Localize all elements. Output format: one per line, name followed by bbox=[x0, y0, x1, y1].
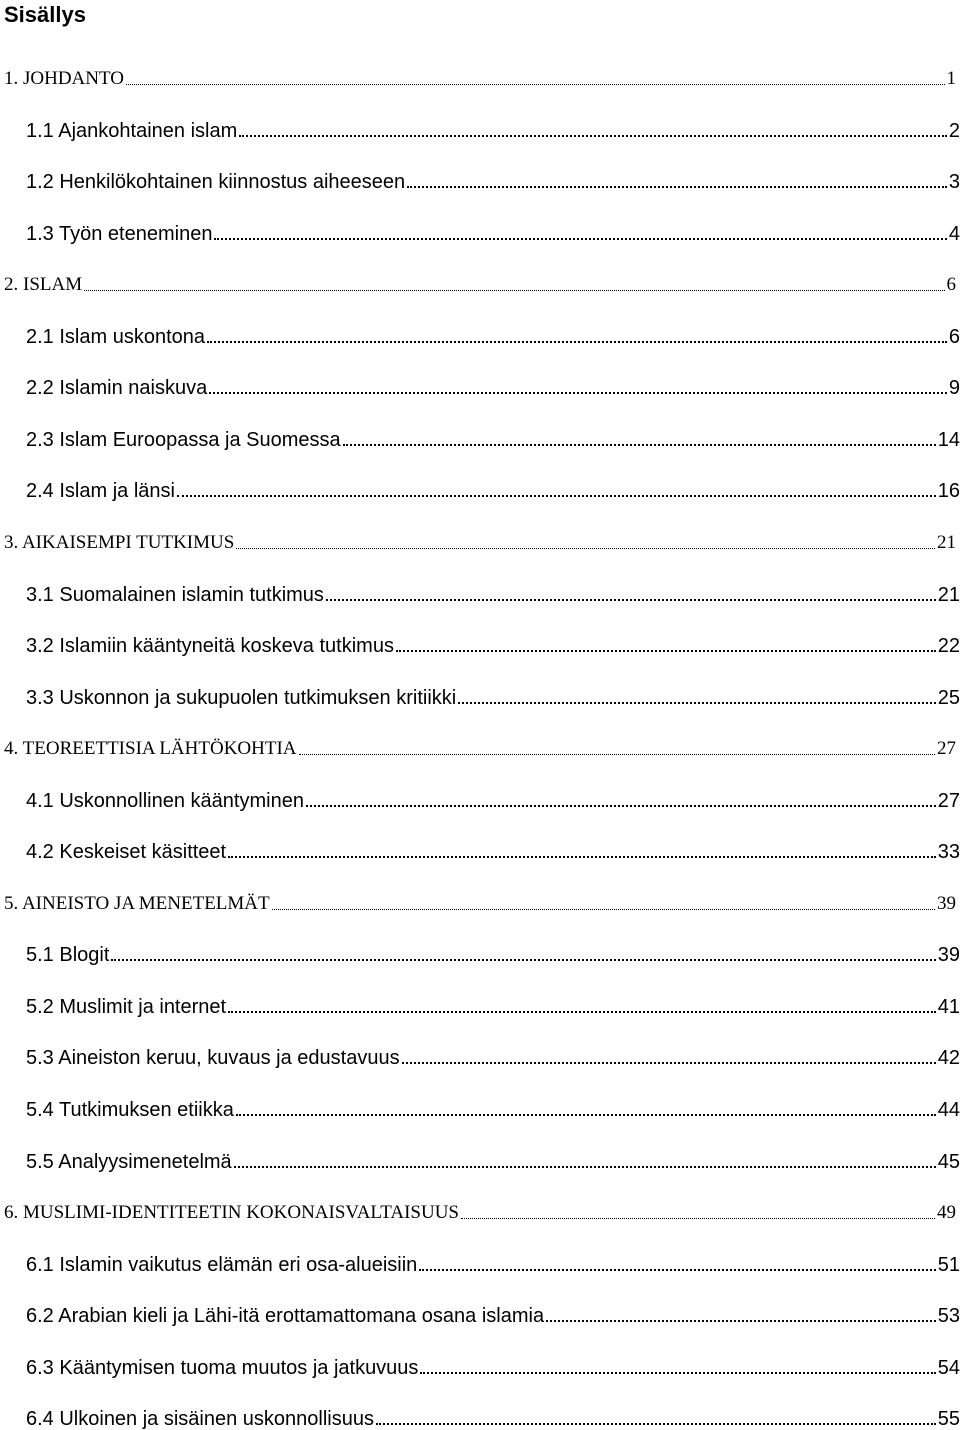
toc-entry-label: 6.3 Kääntymisen tuoma muutos ja jatkuvuus bbox=[26, 1356, 419, 1379]
dot-leader bbox=[326, 599, 936, 601]
toc-page-number: 33 bbox=[937, 841, 960, 864]
toc-entry-label: 1.2 Henkilökohtainen kiinnostus aiheeseen bbox=[26, 171, 406, 194]
dot-leader bbox=[376, 1423, 936, 1425]
dot-leader bbox=[461, 1218, 935, 1219]
dot-leader bbox=[209, 392, 947, 394]
toc-entry-label: 5.3 Aineiston keruu, kuvaus ja edustavuus bbox=[26, 1047, 400, 1070]
toc-entry-label: 6.4 Ulkoinen ja sisäinen uskonnollisuus bbox=[26, 1408, 374, 1430]
toc-entry[interactable] bbox=[0, 1093, 960, 1121]
toc-page-number: 27 bbox=[937, 738, 956, 760]
toc-entry-label: 1.1 Ajankohtainen islam bbox=[26, 119, 238, 142]
toc-entry-label: 3. AIKAISEMPI TUTKIMUS bbox=[4, 531, 235, 553]
toc-entry[interactable] bbox=[0, 217, 960, 245]
toc-entry[interactable] bbox=[0, 1041, 960, 1069]
toc-entry-label: 3.2 Islamiin kääntyneitä koskeva tutkimus bbox=[26, 635, 394, 658]
toc-entry-label: 1.3 Työn eteneminen bbox=[26, 222, 213, 245]
toc-page-number: 14 bbox=[937, 428, 960, 451]
toc-page-number: 6 bbox=[946, 274, 956, 296]
toc-entry-label: 2.2 Islamin naiskuva bbox=[26, 377, 208, 400]
dot-leader bbox=[177, 495, 936, 497]
toc-entry[interactable] bbox=[0, 268, 960, 296]
dot-leader bbox=[228, 1011, 936, 1013]
dot-leader bbox=[272, 909, 935, 910]
dot-leader bbox=[343, 444, 936, 446]
dot-leader bbox=[111, 959, 935, 961]
toc-entry-label: 4.2 Keskeiset käsitteet bbox=[26, 841, 227, 864]
dot-leader bbox=[228, 856, 936, 858]
toc-entry-label: 2. ISLAM bbox=[4, 274, 83, 296]
toc-entry[interactable] bbox=[0, 784, 960, 812]
toc-entry[interactable] bbox=[0, 526, 960, 554]
toc-entry[interactable] bbox=[0, 629, 960, 657]
dot-leader bbox=[214, 238, 946, 240]
toc-entry-label: 2.4 Islam ja länsi bbox=[26, 480, 175, 503]
toc-page-number: 3 bbox=[948, 171, 960, 194]
toc-page-number: 53 bbox=[937, 1305, 960, 1328]
toc-entry[interactable] bbox=[0, 1299, 960, 1327]
dot-leader bbox=[420, 1372, 935, 1374]
toc-entry[interactable] bbox=[0, 990, 960, 1018]
dot-leader bbox=[419, 1269, 935, 1271]
toc-page-number: 55 bbox=[937, 1408, 960, 1430]
dot-leader bbox=[239, 135, 947, 137]
toc-entry-label: 2.1 Islam uskontona bbox=[26, 325, 205, 348]
toc-entry[interactable] bbox=[0, 887, 960, 915]
dot-leader bbox=[407, 186, 947, 188]
page-title: Sisällys bbox=[4, 2, 86, 27]
toc-page-number: 42 bbox=[937, 1047, 960, 1070]
toc-entry[interactable] bbox=[0, 681, 960, 709]
toc-entry[interactable] bbox=[0, 1351, 960, 1379]
toc-page-number: 27 bbox=[937, 789, 960, 812]
toc-entry[interactable] bbox=[0, 1145, 960, 1173]
toc-entry[interactable] bbox=[0, 1196, 960, 1224]
dot-leader bbox=[396, 650, 936, 652]
dot-leader bbox=[299, 754, 935, 755]
toc-entry-label: 3.1 Suomalainen islamin tutkimus bbox=[26, 583, 324, 606]
toc-entry[interactable] bbox=[0, 165, 960, 193]
toc-entry[interactable] bbox=[0, 938, 960, 966]
toc-page-number: 39 bbox=[937, 892, 956, 914]
dot-leader bbox=[236, 548, 935, 549]
toc-page-number: 9 bbox=[948, 377, 960, 400]
toc-entry-label: 3.3 Uskonnon ja sukupuolen tutkimuksen kritiikki bbox=[26, 686, 457, 709]
toc-entry[interactable] bbox=[0, 578, 960, 606]
toc-entry-label: 1. JOHDANTO bbox=[4, 68, 124, 89]
toc-entry[interactable] bbox=[0, 423, 960, 451]
toc-entry-label: 6.2 Arabian kieli ja Lähi-itä erottamattomana osana islamia bbox=[26, 1305, 545, 1328]
toc-page-number: 51 bbox=[937, 1253, 960, 1276]
toc-page-number: 21 bbox=[937, 583, 960, 606]
toc-entry-label: 5.1 Blogit bbox=[26, 944, 110, 967]
toc-page-number: 41 bbox=[937, 995, 960, 1018]
dot-leader bbox=[236, 1114, 936, 1116]
dot-leader bbox=[126, 84, 945, 85]
toc-entry[interactable] bbox=[0, 62, 960, 90]
toc-entry-label: 6. MUSLIMI-IDENTITEETIN KOKONAISVALTAISUUS bbox=[4, 1202, 459, 1224]
dot-leader bbox=[234, 1166, 936, 1168]
toc-page-number: 44 bbox=[937, 1099, 960, 1121]
dot-leader bbox=[546, 1320, 936, 1322]
toc-entry-label: 6.1 Islamin vaikutus elämän eri osa-alueisiin bbox=[26, 1253, 418, 1276]
toc-page-number: 21 bbox=[937, 531, 956, 553]
toc-entry-label: 5.2 Muslimit ja internet bbox=[26, 995, 227, 1018]
toc-entry-label: 4. TEOREETTISIA LÄHTÖKOHTIA bbox=[4, 738, 297, 760]
toc-page-number: 22 bbox=[937, 635, 960, 658]
dot-leader bbox=[402, 1062, 936, 1064]
toc-entry[interactable] bbox=[0, 1248, 960, 1276]
toc-page-number: 16 bbox=[937, 480, 960, 503]
toc-page-number: 2 bbox=[948, 119, 960, 142]
dot-leader bbox=[207, 341, 947, 343]
dot-leader bbox=[458, 702, 936, 704]
dot-leader bbox=[84, 290, 944, 291]
toc-page-number: 4 bbox=[948, 222, 960, 245]
toc-entry[interactable] bbox=[0, 732, 960, 760]
toc-entry-label: 2.3 Islam Euroopassa ja Suomessa bbox=[26, 428, 341, 451]
dot-leader bbox=[306, 805, 936, 807]
toc-entry-label: 5.5 Analyysimenetelmä bbox=[26, 1150, 232, 1173]
toc-entry-label: 5. AINEISTO JA MENETELMÄT bbox=[4, 892, 270, 914]
toc-entry[interactable] bbox=[0, 371, 960, 399]
toc-entry[interactable] bbox=[0, 474, 960, 502]
toc-entry[interactable] bbox=[0, 114, 960, 142]
toc-page-number: 25 bbox=[937, 686, 960, 709]
toc-entry-label: 5.4 Tutkimuksen etiikka bbox=[26, 1099, 234, 1121]
toc-page-number: 54 bbox=[937, 1356, 960, 1379]
toc-page-number: 1 bbox=[946, 68, 956, 89]
toc-entry[interactable] bbox=[0, 320, 960, 348]
toc-page-number: 6 bbox=[948, 325, 960, 348]
toc-entry-label: 4.1 Uskonnollinen kääntyminen bbox=[26, 789, 304, 812]
toc-page-number: 45 bbox=[937, 1150, 960, 1173]
toc-page-number: 49 bbox=[937, 1202, 956, 1224]
toc-entry[interactable] bbox=[0, 835, 960, 863]
toc-page-number: 39 bbox=[937, 944, 960, 967]
toc-entry[interactable] bbox=[0, 1402, 960, 1430]
